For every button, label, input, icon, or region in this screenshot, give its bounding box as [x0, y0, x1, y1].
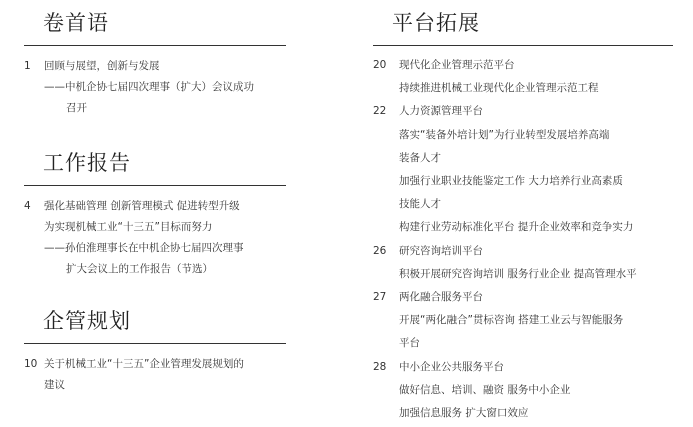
page-number: 4	[24, 200, 31, 212]
entry-title-cont: 为实现机械工业“十三五”目标而努力	[44, 221, 213, 233]
entry-line: 平台	[399, 337, 420, 350]
section-qiguanguihua	[24, 306, 286, 396]
toc-entry[interactable]	[24, 56, 286, 119]
toc-entry[interactable]	[373, 100, 673, 239]
toc-entry[interactable]	[373, 356, 673, 426]
entry-subtitle-cont: 召开	[66, 102, 87, 114]
section-pingtaituozhan	[373, 8, 673, 425]
entry-line: 落实“装备外培计划”为行业转型发展培养高端	[399, 128, 610, 141]
entry-subtitle: ——孙伯淮理事长在中机企协七届四次理事	[44, 242, 244, 254]
page-number: 1	[24, 60, 31, 72]
page-number: 28	[373, 360, 387, 373]
page-number: 20	[373, 59, 387, 71]
page-number: 27	[373, 291, 387, 304]
entry-subtitle-cont: 扩大会议上的工作报告（节选）	[66, 263, 213, 275]
entry-heading: 研究咨询培训平台	[399, 244, 483, 257]
section-title: 工作报告	[24, 148, 286, 186]
entry-subtitle: ——中机企协七届四次理事（扩大）会议成功	[44, 81, 254, 93]
entry-title: 关于机械工业“十三五”企业管理发展规划的	[44, 358, 244, 370]
entry-heading: 中小企业公共服务平台	[399, 360, 504, 373]
section-title: 平台拓展	[373, 8, 673, 46]
page-number: 10	[24, 358, 38, 370]
entry-line: 持续推进机械工业现代化企业管理示范工程	[399, 82, 599, 95]
entry-title-cont: 建议	[44, 379, 65, 391]
entry-line: 构建行业劳动标准化平台 提升企业效率和竞争实力	[399, 221, 634, 234]
toc-entry[interactable]	[373, 54, 673, 100]
section-juanshouyu	[24, 8, 286, 119]
entry-title: 强化基础管理 创新管理模式 促进转型升级	[44, 200, 240, 212]
entry-heading: 现代化企业管理示范平台	[399, 59, 515, 71]
entry-line: 加强行业职业技能鉴定工作 大力培养行业高素质	[399, 175, 623, 188]
section-gongzuobaogao	[24, 148, 286, 280]
page-number: 26	[373, 244, 387, 257]
toc-entry[interactable]	[24, 196, 286, 280]
toc-entry[interactable]	[373, 286, 673, 356]
page-number: 22	[373, 105, 387, 118]
entry-title: 回顾与展望，创新与发展	[44, 60, 160, 72]
section-title: 卷首语	[24, 8, 286, 46]
entry-line: 做好信息、培训、融资 服务中小企业	[399, 383, 571, 396]
entry-line: 开展“两化融合”贯标咨询 搭建工业云与智能服务	[399, 314, 624, 327]
entry-line: 加强信息服务 扩大窗口效应	[399, 407, 529, 420]
toc-entry[interactable]	[373, 240, 673, 286]
entry-heading: 两化融合服务平台	[399, 291, 483, 304]
entry-line: 技能人才	[399, 198, 441, 211]
entry-heading: 人力资源管理平台	[399, 105, 483, 118]
entry-line: 积极开展研究咨询培训 服务行业企业 提高管理水平	[399, 267, 637, 280]
entry-line: 装备人才	[399, 151, 441, 164]
section-title: 企管规划	[24, 306, 286, 344]
toc-entry[interactable]	[24, 354, 286, 396]
